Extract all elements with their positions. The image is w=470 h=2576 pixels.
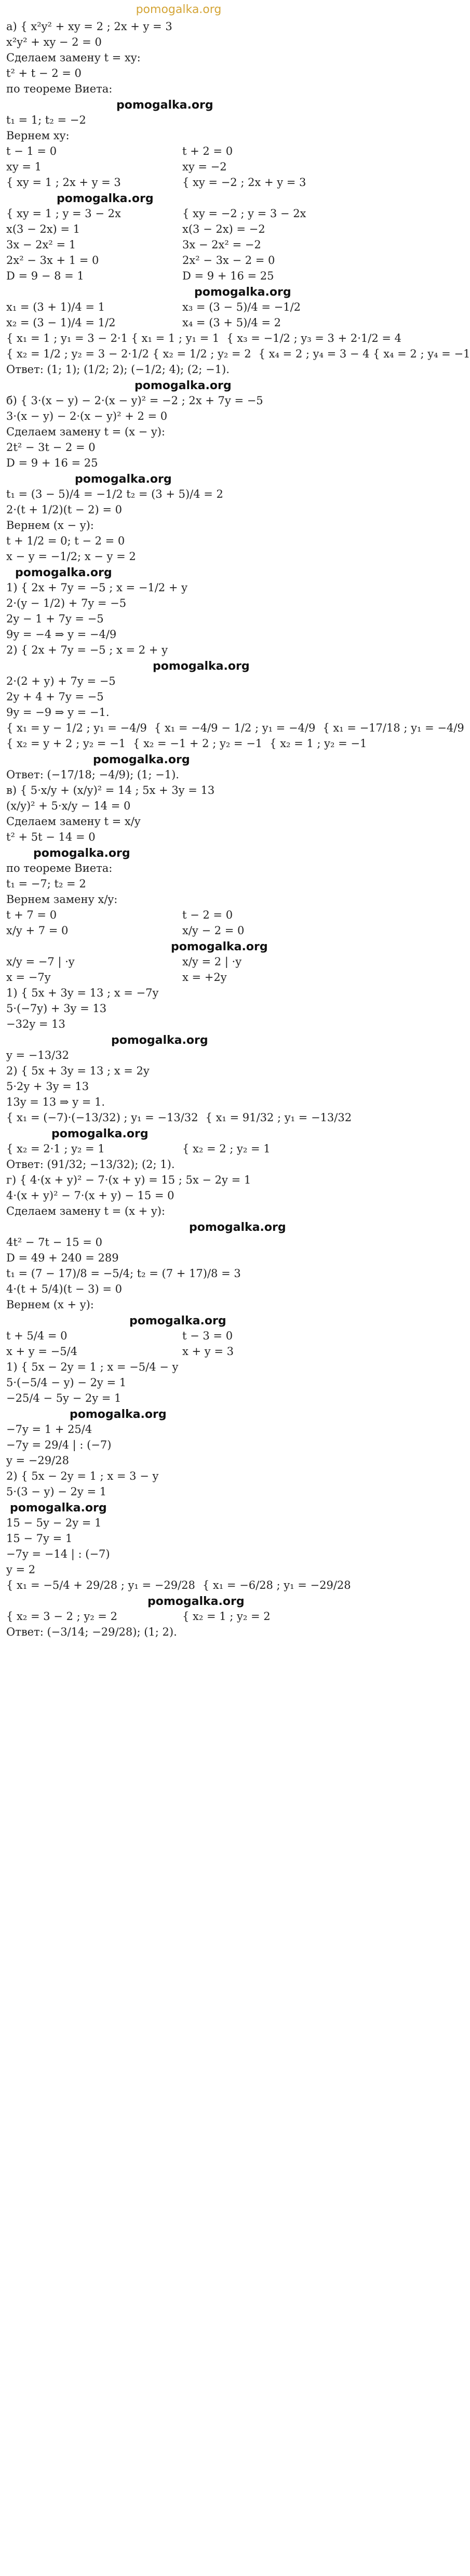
solution-row <box>6 315 351 330</box>
solution-line: Вернем xy: <box>6 129 70 142</box>
solution-line: 5·2y + 3y = 13 <box>6 1080 89 1093</box>
solution-line: 2·(t + 1/2)(t − 2) = 0 <box>6 503 123 516</box>
solution-cell: { x₄ = 2 ; y₄ = 3 − 4 { x₄ = 2 ; y₄ = −1 <box>258 348 470 360</box>
solution-line: Ответ: (−17/18; −4/9); (1; −1). <box>6 768 179 781</box>
solution-cell: 2x² − 3x − 2 = 0 <box>182 254 275 267</box>
watermark-row <box>6 1032 351 1047</box>
solution-cell: x/y − 2 = 0 <box>182 924 245 937</box>
solution-line: t² + 5t − 14 = 0 <box>6 831 96 843</box>
solution-line: 4·(t + 5/4)(t − 3) = 0 <box>6 1283 123 1295</box>
solution-row <box>6 330 402 346</box>
solution-line: 2·(y − 1/2) + 7y = −5 <box>6 597 127 609</box>
inline-watermark[interactable]: pomogalka.org <box>171 940 268 953</box>
solution-line: Сделаем замену t = xy: <box>6 51 141 64</box>
solution-line: Ответ: (91/32; −13/32); (2; 1). <box>6 1158 175 1171</box>
solution-cell: x₄ = (3 + 5)/4 = 2 <box>182 316 281 329</box>
inline-watermark[interactable]: pomogalka.org <box>129 1314 226 1327</box>
solution-line: t² + t − 2 = 0 <box>6 67 82 79</box>
solution-line: 2t² − 3t − 2 = 0 <box>6 441 96 454</box>
solution-cell: { x₁ = 91/32 ; y₁ = −13/32 <box>205 1111 352 1124</box>
inline-watermark[interactable]: pomogalka.org <box>10 1502 107 1515</box>
solution-line: Вернем (x − y): <box>6 519 94 532</box>
solution-line: −7y = 1 + 25/4 <box>6 1423 92 1436</box>
solution-line: −7y = 29/4 | : (−7) <box>6 1439 112 1451</box>
solution-row <box>6 720 464 736</box>
solution-line: 1) { 5x − 2y = 1 ; x = −5/4 − y <box>6 1361 179 1373</box>
inline-watermark[interactable]: pomogalka.org <box>135 379 232 392</box>
solution-cell: x₁ = (3 + 1)/4 = 1 <box>6 301 105 313</box>
solution-cell: { x₂ = 1 ; y₂ = 2 <box>182 1610 271 1623</box>
solution-line: 2) { 5x + 3y = 13 ; x = 2y <box>6 1065 150 1077</box>
solution-line: t₁ = −7; t₂ = 2 <box>6 878 86 890</box>
solution-line: 1) { 2x + 7y = −5 ; x = −1/2 + y <box>6 581 187 594</box>
inline-watermark[interactable]: pomogalka.org <box>147 1595 245 1608</box>
watermark-row <box>6 938 351 954</box>
watermark-row <box>6 845 351 860</box>
solution-cell: x₃ = (3 − 5)/4 = −1/2 <box>182 301 301 313</box>
solution-line: 1) { 5x + 3y = 13 ; x = −7y <box>6 987 159 999</box>
solution-line: 5·(−7y) + 3y = 13 <box>6 1002 107 1015</box>
solution-line: t₁ = 1; t₂ = −2 <box>6 114 86 126</box>
solution-cell: { xy = −2 ; 2x + y = 3 <box>182 176 306 189</box>
solution-cell: x = −7y <box>6 971 51 984</box>
solution-line: Сделаем замену t = (x + y): <box>6 1205 165 1217</box>
solution-line: 13y = 13 ⇒ y = 1. <box>6 1096 105 1108</box>
solution-row <box>6 221 351 237</box>
watermark-row <box>6 471 351 486</box>
solution-line: x²y² + xy − 2 = 0 <box>6 36 102 48</box>
solution-row <box>6 954 351 970</box>
solution-cell: xy = 1 <box>6 161 42 173</box>
solution-cell: t − 1 = 0 <box>6 145 57 157</box>
solution-line: 2) { 5x − 2y = 1 ; x = 3 − y <box>6 1470 159 1482</box>
inline-watermark[interactable]: pomogalka.org <box>111 1034 208 1047</box>
watermark-row <box>6 1219 351 1234</box>
solution-cell: { x₁ = (−7)·(−13/32) ; y₁ = −13/32 <box>6 1111 198 1124</box>
inline-watermark[interactable]: pomogalka.org <box>194 286 291 299</box>
solution-cell: 2x² − 3x + 1 = 0 <box>6 254 99 267</box>
solution-line: y = 2 <box>6 1563 36 1576</box>
solution-cell: { xy = 1 ; y = 3 − 2x <box>6 207 121 220</box>
solution-line: −25/4 − 5y − 2y = 1 <box>6 1392 122 1404</box>
solution-line: 3·(x − y) − 2·(x − y)² + 2 = 0 <box>6 410 168 422</box>
solution-line: −32y = 13 <box>6 1018 65 1030</box>
solution-line: 2y − 1 + 7y = −5 <box>6 613 104 625</box>
solution-line: 2·(2 + y) + 7y = −5 <box>6 675 116 687</box>
solution-cell: x + y = −5/4 <box>6 1345 77 1358</box>
solution-cell: { x₂ = 1 ; y₂ = −1 <box>270 737 367 750</box>
watermark-row <box>6 1125 351 1141</box>
inline-watermark[interactable]: pomogalka.org <box>75 473 172 486</box>
solution-row <box>6 143 351 159</box>
solution-line: по теореме Виета: <box>6 862 113 874</box>
solution-cell: 3x − 2x² = 1 <box>6 238 76 251</box>
solution-cell: 3x − 2x² = −2 <box>182 238 261 251</box>
solution-row <box>6 1110 351 1125</box>
solution-cell: { x₂ = 1/2 ; y₂ = 3 − 2·1/2 { x₂ = 1/2 ; y₂ = 2 <box>6 348 251 360</box>
solution-cell: t + 5/4 = 0 <box>6 1330 68 1342</box>
inline-watermark[interactable]: pomogalka.org <box>51 1127 149 1140</box>
site-watermark[interactable]: pomogalka.org <box>136 3 222 16</box>
solution-line: Сделаем замену t = x/y <box>6 815 141 828</box>
solution-line: x − y = −1/2; x − y = 2 <box>6 550 136 563</box>
solution-cell: { x₃ = −1/2 ; y₃ = 3 + 2·1/2 = 4 <box>226 332 402 344</box>
solution-row <box>6 237 351 253</box>
watermark-row <box>6 1406 351 1422</box>
solution-line: 15 − 7y = 1 <box>6 1532 73 1545</box>
solution-line: 9y = −9 ⇒ y = −1. <box>6 706 110 719</box>
solution-cell: D = 9 − 8 = 1 <box>6 270 84 282</box>
solution-line: Ответ: (1; 1); (1/2; 2); (−1/2; 4); (2; −1). <box>6 363 230 376</box>
solution-row <box>6 970 351 985</box>
solution-row <box>6 1328 351 1344</box>
solution-line: −7y = −14 | : (−7) <box>6 1548 110 1560</box>
solution-line: (x/y)² + 5·x/y − 14 = 0 <box>6 800 131 812</box>
solution-row <box>6 923 351 938</box>
solution-cell: x/y = −7 | ·y <box>6 955 75 968</box>
solution-line: Вернем замену x/y: <box>6 893 118 906</box>
solution-line: 4t² − 7t − 15 = 0 <box>6 1236 102 1249</box>
watermark-row <box>6 1499 351 1515</box>
solution-row <box>6 346 470 362</box>
solution-row <box>6 1577 351 1593</box>
solution-cell: t + 2 = 0 <box>182 145 233 157</box>
solution-cell: xy = −2 <box>182 161 227 173</box>
solution-line: 5·(3 − y) − 2y = 1 <box>6 1485 107 1498</box>
solution-line: 9y = −4 ⇒ y = −4/9 <box>6 628 117 641</box>
solution-cell: { xy = 1 ; 2x + y = 3 <box>6 176 121 189</box>
solution-row <box>6 736 367 751</box>
solution-line: в) { 5·x/y + (x/y)² = 14 ; 5x + 3y = 13 <box>6 784 215 796</box>
solution-row <box>6 1141 351 1157</box>
solution-cell: { xy = −2 ; y = 3 − 2x <box>182 207 306 220</box>
solution-line: D = 49 + 240 = 289 <box>6 1252 119 1264</box>
solution-row <box>6 175 351 190</box>
watermark-row <box>6 377 351 393</box>
solution-cell: { x₁ = −5/4 + 29/28 ; y₁ = −29/28 <box>6 1579 195 1591</box>
solution-cell: x + y = 3 <box>182 1345 234 1358</box>
solution-cell: x = +2y <box>182 971 227 984</box>
watermark-row <box>6 658 351 673</box>
solution-cell: x(3 − 2x) = 1 <box>6 223 80 235</box>
solution-line: Вернем (x + y): <box>6 1298 94 1311</box>
solution-line: по теореме Виета: <box>6 83 113 95</box>
inline-watermark[interactable]: pomogalka.org <box>116 99 213 112</box>
solution-line: Ответ: (−3/14; −29/28); (1; 2). <box>6 1626 177 1638</box>
inline-watermark[interactable]: pomogalka.org <box>57 192 154 205</box>
solution-cell: t + 7 = 0 <box>6 909 57 921</box>
solution-line: t₁ = (3 − 5)/4 = −1/2 t₂ = (3 + 5)/4 = 2 <box>6 488 223 500</box>
solution-line: D = 9 + 16 = 25 <box>6 457 98 469</box>
watermark-row <box>6 97 351 112</box>
solution-cell: x/y = 2 | ·y <box>182 955 242 968</box>
solution-row <box>6 1609 351 1624</box>
solution-row <box>6 907 351 923</box>
solution-cell: { x₂ = −1 + 2 ; y₂ = −1 <box>133 737 263 750</box>
solution-row <box>6 1344 351 1359</box>
inline-watermark[interactable]: pomogalka.org <box>33 847 130 860</box>
solution-line: б) { 3·(x − y) − 2·(x − y)² = −2 ; 2x + 7y = −5 <box>6 394 263 407</box>
solution-row <box>6 268 351 284</box>
solution-cell: { x₂ = 3 − 2 ; y₂ = 2 <box>6 1610 117 1623</box>
solution-cell: x/y + 7 = 0 <box>6 924 69 937</box>
solution-line: y = −29/28 <box>6 1454 69 1467</box>
solution-line: 2y + 4 + 7y = −5 <box>6 691 104 703</box>
solution-line: t + 1/2 = 0; t − 2 = 0 <box>6 535 125 547</box>
solution-line: 4·(x + y)² − 7·(x + y) − 15 = 0 <box>6 1189 174 1202</box>
inline-watermark[interactable]: pomogalka.org <box>70 1408 167 1421</box>
watermark-row <box>6 1312 351 1328</box>
solution-cell: { x₂ = 2 ; y₂ = 1 <box>182 1143 271 1155</box>
solution-cell: { x₁ = −4/9 − 1/2 ; y₁ = −4/9 <box>154 722 316 734</box>
solution-line: г) { 4·(x + y)² − 7·(x + y) = 15 ; 5x − 2y = 1 <box>6 1174 251 1186</box>
solution-cell: x(3 − 2x) = −2 <box>182 223 265 235</box>
solution-cell: { x₁ = 1 ; y₁ = 3 − 2·1 { x₁ = 1 ; y₁ = 1 <box>6 332 220 344</box>
solution-cell: t − 3 = 0 <box>182 1330 233 1342</box>
watermark-row <box>6 1593 351 1609</box>
solution-line: 5·(−5/4 − y) − 2y = 1 <box>6 1376 127 1389</box>
solution-line: 15 − 5y − 2y = 1 <box>6 1517 102 1529</box>
solution-cell: x₂ = (3 − 1)/4 = 1/2 <box>6 316 116 329</box>
inline-watermark[interactable]: pomogalka.org <box>15 566 112 579</box>
solution-cell: { x₂ = y + 2 ; y₂ = −1 <box>6 737 126 750</box>
solution-row <box>6 299 351 315</box>
inline-watermark[interactable]: pomogalka.org <box>153 660 250 673</box>
solution-content <box>6 19 470 1640</box>
watermark-row <box>6 284 351 299</box>
watermark-row <box>6 751 351 767</box>
solution-cell: { x₁ = −6/28 ; y₁ = −29/28 <box>202 1579 351 1591</box>
solution-cell: { x₁ = y − 1/2 ; y₁ = −4/9 <box>6 722 147 734</box>
watermark-row <box>6 190 351 206</box>
solution-cell: t − 2 = 0 <box>182 909 233 921</box>
solution-line: 2) { 2x + 7y = −5 ; x = 2 + y <box>6 644 168 656</box>
solution-line: t₁ = (7 − 17)/8 = −5/4; t₂ = (7 + 17)/8 = 3 <box>6 1267 241 1280</box>
inline-watermark[interactable]: pomogalka.org <box>93 753 190 766</box>
solution-row <box>6 253 351 268</box>
solution-cell: { x₁ = −17/18 ; y₁ = −4/9 <box>323 722 464 734</box>
solution-cell: D = 9 + 16 = 25 <box>182 270 274 282</box>
solution-line: Сделаем замену t = (x − y): <box>6 426 165 438</box>
inline-watermark[interactable]: pomogalka.org <box>189 1221 286 1234</box>
solution-row <box>6 206 351 221</box>
watermark-row <box>6 564 351 580</box>
solution-line: y = −13/32 <box>6 1049 69 1061</box>
solution-line: а) { x²y² + xy = 2 ; 2x + y = 3 <box>6 20 172 33</box>
solution-cell: { x₂ = 2·1 ; y₂ = 1 <box>6 1143 105 1155</box>
solution-row <box>6 159 351 175</box>
